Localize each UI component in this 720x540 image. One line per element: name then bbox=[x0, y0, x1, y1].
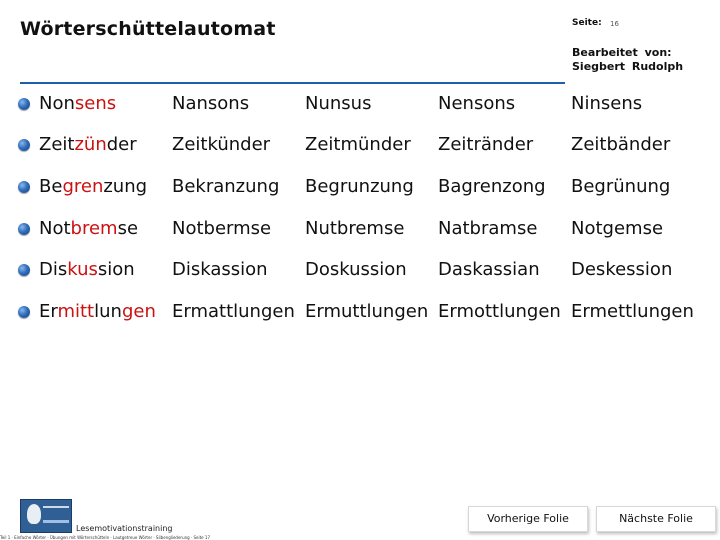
page-label: Seite: bbox=[572, 18, 602, 28]
word-row bbox=[0, 173, 720, 203]
highlighted-syllable: sens bbox=[74, 93, 117, 114]
syllable: se bbox=[117, 218, 139, 239]
syllable: lun bbox=[94, 301, 122, 322]
word-row bbox=[0, 215, 720, 245]
variant-word: Zeitmünder bbox=[305, 134, 411, 155]
word-row bbox=[0, 131, 720, 161]
bullet-icon bbox=[18, 264, 30, 276]
highlighted-syllable: gren bbox=[62, 176, 104, 197]
target-word bbox=[39, 301, 156, 322]
target-word bbox=[39, 259, 135, 280]
highlighted-syllable: gen bbox=[121, 301, 156, 322]
page-number: 16 bbox=[610, 20, 619, 28]
publisher-logo bbox=[20, 499, 72, 533]
variant-word: Ermuttlungen bbox=[305, 301, 429, 322]
syllable: Not bbox=[39, 218, 71, 239]
highlighted-syllable: mitt bbox=[57, 301, 95, 322]
slide-title: Wörterschüttelautomat bbox=[20, 18, 276, 40]
highlighted-syllable: zün bbox=[74, 134, 107, 155]
variant-word: Zeitkünder bbox=[172, 134, 271, 155]
syllable: Non bbox=[39, 93, 75, 114]
footer-subtitle: Teil 1 · Einfache Wörter · Übungen mit Wörterschütteln · Lautgetreue Wörter · Silbengliederung · Seite 17 bbox=[0, 535, 210, 540]
variant-word: Nensons bbox=[438, 93, 516, 114]
variant-word: Zeitränder bbox=[438, 134, 534, 155]
variant-word: Nutbremse bbox=[305, 218, 405, 239]
highlighted-syllable: kus bbox=[67, 259, 98, 280]
previous-slide-button[interactable]: Vorherige Folie bbox=[468, 506, 588, 532]
variant-word: Notbermse bbox=[172, 218, 272, 239]
syllable: sion bbox=[97, 259, 135, 280]
variant-word: Begrunzung bbox=[305, 176, 414, 197]
variant-word: Doskussion bbox=[305, 259, 407, 280]
variant-word: Zeitbänder bbox=[571, 134, 671, 155]
variant-word: Diskassion bbox=[172, 259, 268, 280]
variant-word: Bekranzung bbox=[172, 176, 280, 197]
syllable: der bbox=[106, 134, 137, 155]
target-word bbox=[39, 176, 147, 197]
syllable: Zeit bbox=[39, 134, 75, 155]
variant-word: Bagrenzong bbox=[438, 176, 546, 197]
editor-name: Siegbert Rudolph bbox=[572, 60, 684, 73]
syllable: Er bbox=[39, 301, 58, 322]
bullet-icon bbox=[18, 306, 30, 318]
target-word bbox=[39, 218, 138, 239]
bullet-icon bbox=[18, 98, 30, 110]
bullet-icon bbox=[18, 139, 30, 151]
variant-word: Daskassian bbox=[438, 259, 540, 280]
footer-title: Lesemotivationstraining bbox=[76, 524, 173, 533]
variant-word: Ninsens bbox=[571, 93, 643, 114]
highlighted-syllable: brem bbox=[70, 218, 118, 239]
logo-figure-icon bbox=[27, 504, 41, 524]
variant-word: Notgemse bbox=[571, 218, 664, 239]
bullet-icon bbox=[18, 181, 30, 193]
word-row bbox=[0, 90, 720, 120]
next-slide-button[interactable]: Nächste Folie bbox=[596, 506, 716, 532]
variant-word: Begrünung bbox=[571, 176, 671, 197]
word-row bbox=[0, 298, 720, 328]
variant-word: Nunsus bbox=[305, 93, 372, 114]
variant-word: Deskession bbox=[571, 259, 673, 280]
syllable: zung bbox=[103, 176, 148, 197]
word-row bbox=[0, 256, 720, 286]
editor-label: Bearbeitet von: bbox=[572, 46, 672, 59]
variant-word: Nansons bbox=[172, 93, 250, 114]
variant-word: Natbramse bbox=[438, 218, 538, 239]
variant-word: Ermettlungen bbox=[571, 301, 694, 322]
target-word bbox=[39, 134, 137, 155]
syllable: Be bbox=[39, 176, 63, 197]
variant-word: Ermattlungen bbox=[172, 301, 295, 322]
syllable: Dis bbox=[39, 259, 68, 280]
bullet-icon bbox=[18, 223, 30, 235]
variant-word: Ermottlungen bbox=[438, 301, 561, 322]
header-divider bbox=[20, 82, 565, 84]
target-word bbox=[39, 93, 116, 114]
